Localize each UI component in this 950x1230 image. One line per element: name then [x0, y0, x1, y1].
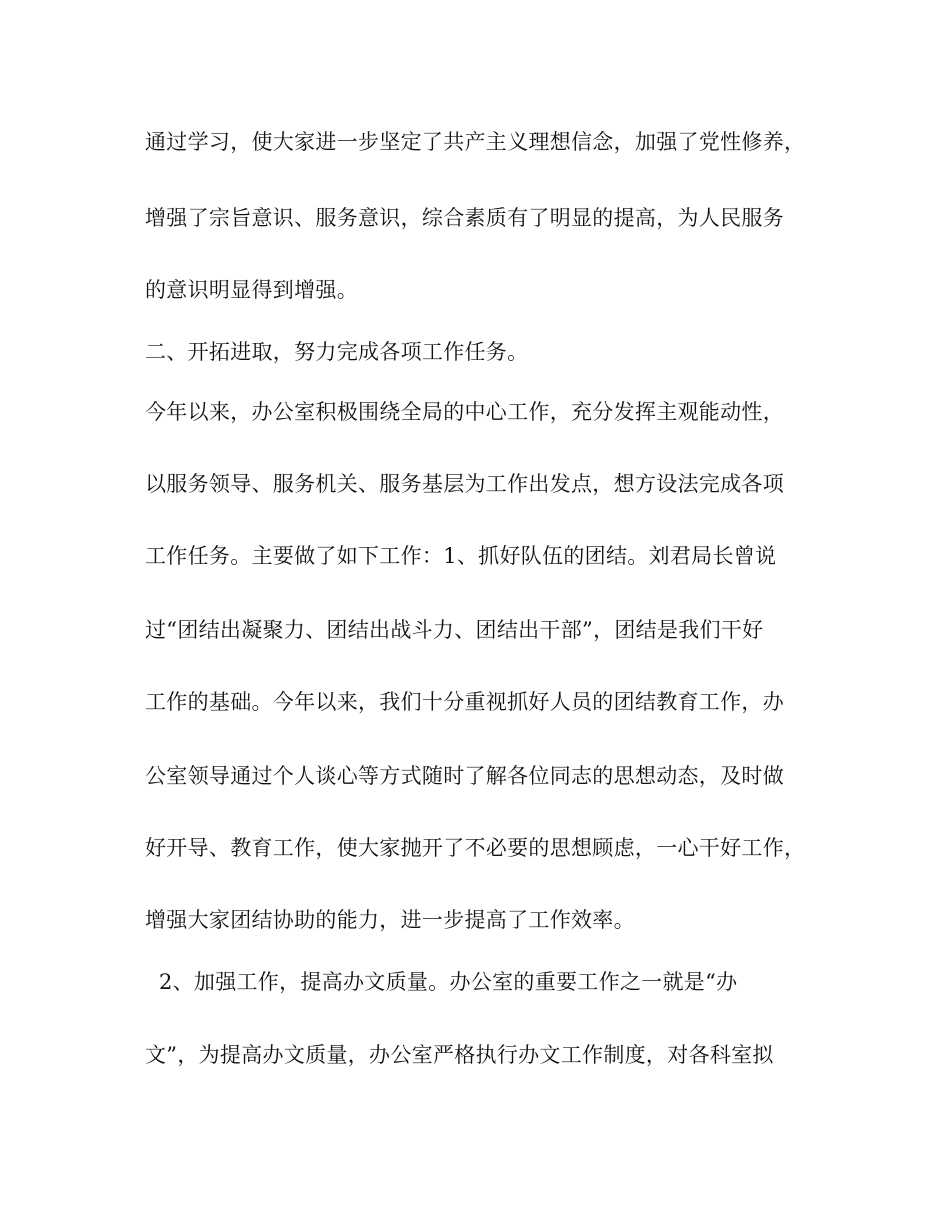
- section-heading: 二、开拓进取，努力完成各项工作任务。: [145, 340, 529, 364]
- paragraph-3-line-1: 今年以来，办公室积极围绕全局的中心工作，充分发挥主观能动性，: [145, 400, 784, 424]
- paragraph-4-line-1: 2、加强工作，提高办文质量。办公室的重要工作之一就是“办: [145, 970, 738, 994]
- paragraph-4-line-2: 文”，为提高办文质量，办公室严格执行办文工作制度，对各科室拟: [145, 1043, 774, 1067]
- paragraph-3-line-8: 增强大家团结协助的能力，进一步提高了工作效率。: [145, 908, 635, 932]
- paragraph-3-line-4: 过“团结出凝聚力、团结出战斗力、团结出干部”，团结是我们干好: [145, 618, 764, 642]
- paragraph-3-line-5: 工作的基础。今年以来，我们十分重视抓好人员的团结教育工作，办: [145, 690, 784, 714]
- paragraph-1-line-3: 的意识明显得到增强。: [145, 278, 358, 302]
- paragraph-1-line-2: 增强了宗旨意识、服务意识，综合素质有了明显的提高，为人民服务: [145, 206, 784, 230]
- paragraph-1-line-1: 通过学习，使大家进一步坚定了共产主义理想信念，加强了党性修养，: [145, 130, 806, 154]
- paragraph-3-line-3: 工作任务。主要做了如下工作：1、抓好队伍的团结。刘君局长曾说: [145, 544, 777, 568]
- paragraph-3-line-7: 好开导、教育工作，使大家抛开了不必要的思想顾虑，一心干好工作，: [145, 836, 806, 860]
- paragraph-3-line-6: 公室领导通过个人谈心等方式随时了解各位同志的思想动态，及时做: [145, 764, 784, 788]
- paragraph-3-line-2: 以服务领导、服务机关、服务基层为工作出发点，想方设法完成各项: [145, 472, 784, 496]
